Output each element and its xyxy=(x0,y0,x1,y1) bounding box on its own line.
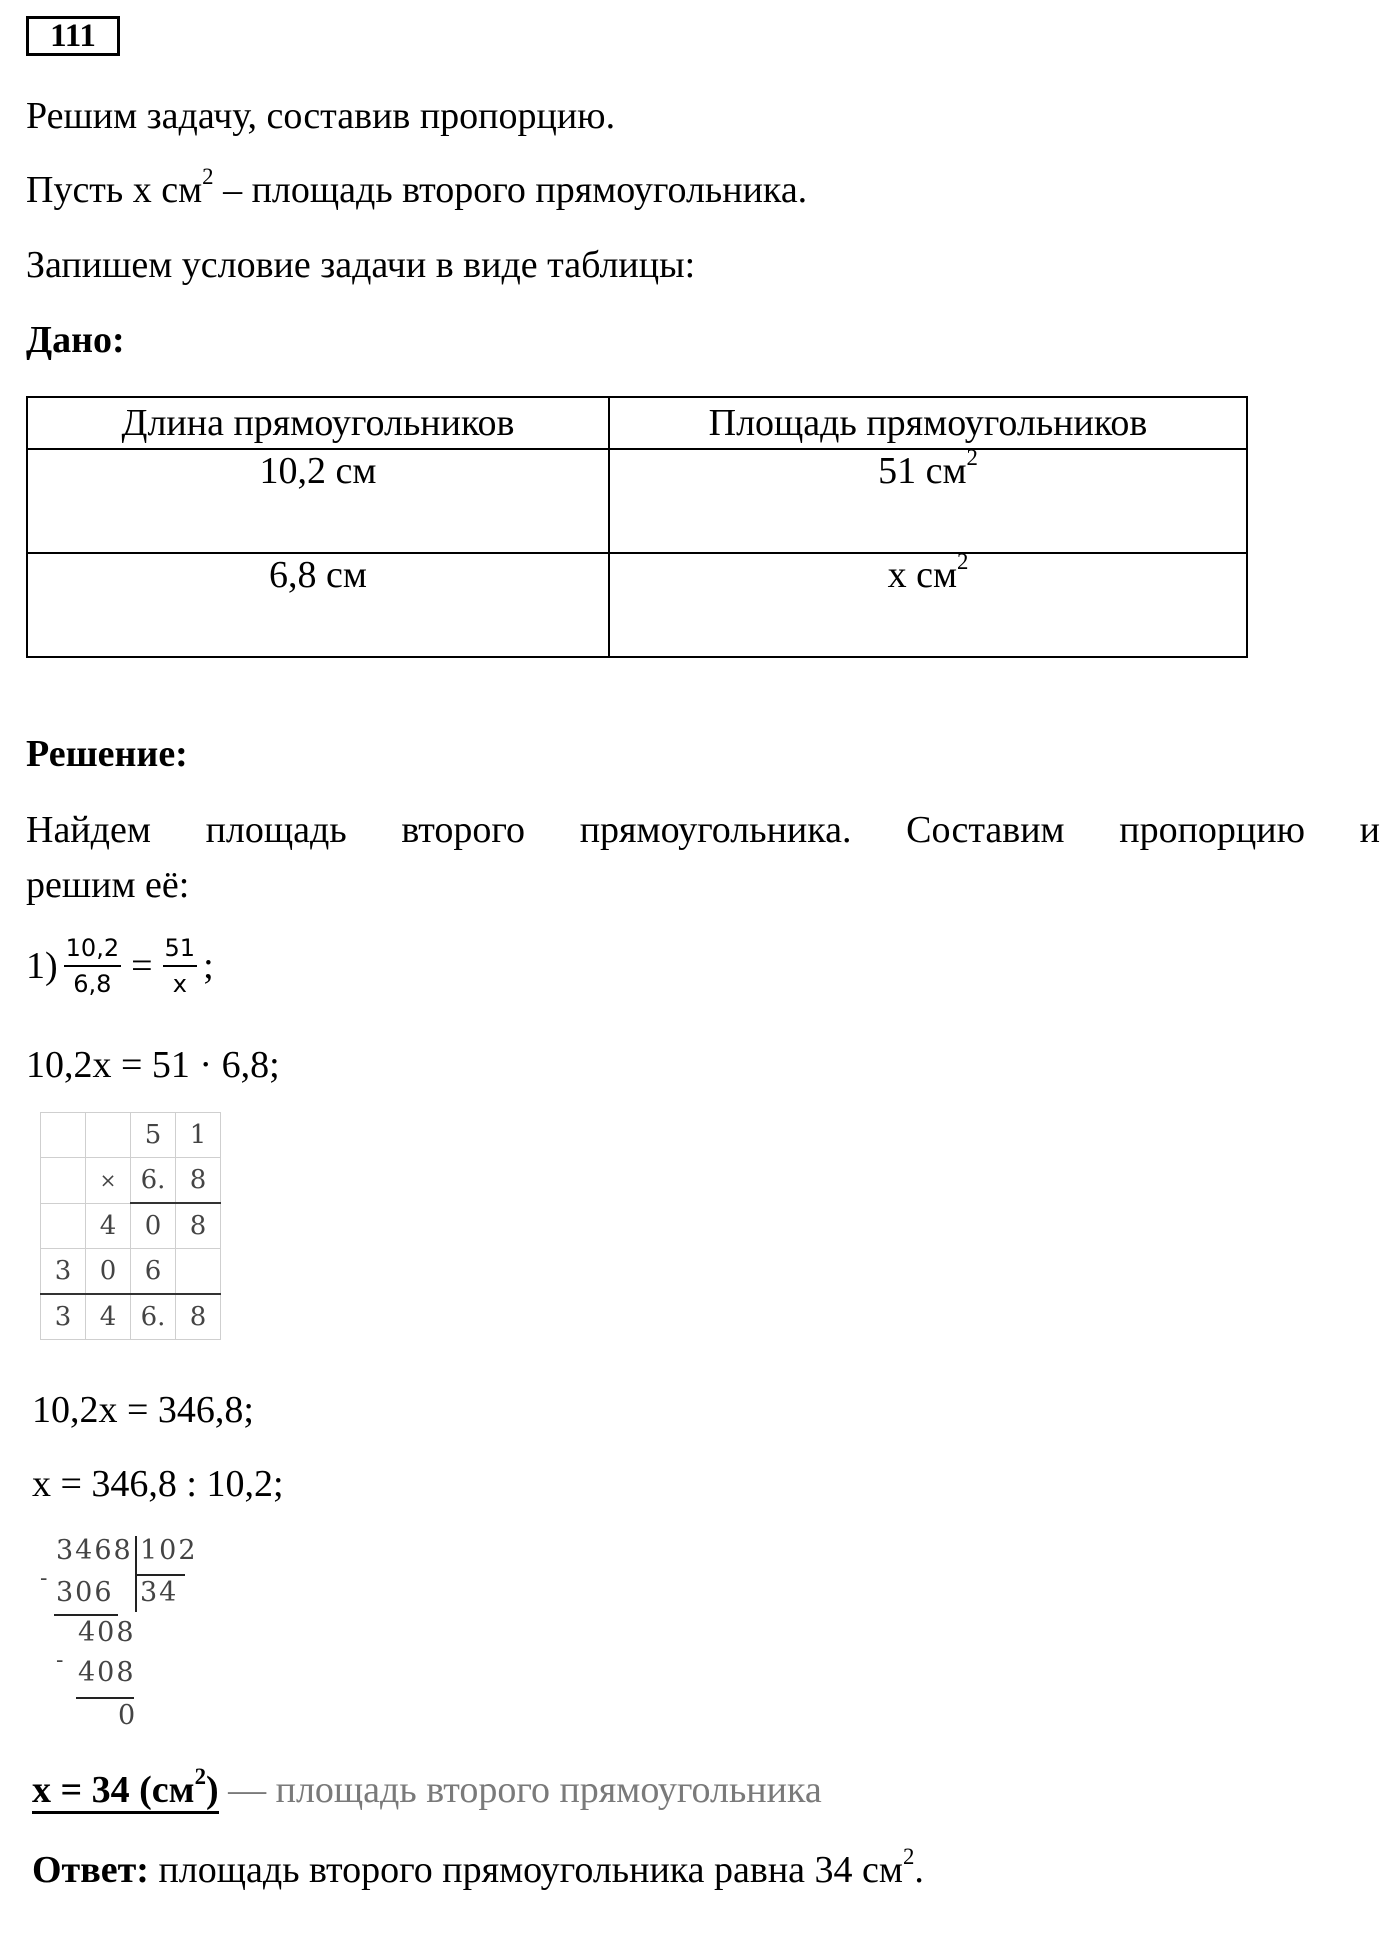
table-row xyxy=(27,553,1247,657)
quotient: 34 xyxy=(140,1577,179,1608)
intro-line-2: Пусть х $см^2$ – площадь второго прямоугольника. xyxy=(26,163,808,211)
mult-cell xyxy=(41,1158,86,1204)
word: Найдем xyxy=(26,809,151,851)
result-value: х = 34 $(см^2)$ xyxy=(32,1769,219,1814)
task-number-box: 111 xyxy=(26,16,120,56)
subtraction-line-2 xyxy=(76,1697,134,1699)
fraction-right xyxy=(163,935,198,997)
mult-cell xyxy=(41,1113,86,1158)
multiply-sign: × xyxy=(86,1158,131,1204)
subtrahend-2: 408 xyxy=(78,1657,136,1688)
result-note: — площадь второго прямоугольника xyxy=(218,1769,822,1811)
answer-label: Ответ: xyxy=(32,1849,149,1891)
cell-area: х $см^2$ xyxy=(609,553,1247,657)
given-label: Дано: xyxy=(26,319,125,361)
mult-cell: 6. xyxy=(131,1158,176,1204)
proportion-prefix: 1) xyxy=(26,945,58,987)
result-line xyxy=(32,1763,822,1812)
given-table xyxy=(26,396,1248,658)
fraction-left-numerator: 10,2 xyxy=(64,935,121,967)
word: Составим xyxy=(906,809,1065,851)
proportion-suffix: ; xyxy=(203,945,214,987)
mult-cell: 1 xyxy=(176,1113,221,1158)
mult-cell: 5 xyxy=(131,1113,176,1158)
multiplication-column xyxy=(40,1112,221,1340)
intro-line-1: Решим задачу, составив пропорцию. xyxy=(26,95,616,137)
solution-text-line-1 xyxy=(26,808,1380,852)
mult-cell: 4 xyxy=(86,1203,131,1249)
mult-cell: 6. xyxy=(131,1294,176,1340)
intro-line-3: Запишем условие задачи в виде таблицы: xyxy=(26,244,696,286)
final-remainder: 0 xyxy=(118,1700,138,1731)
subtrahend-1: 306 xyxy=(56,1577,114,1608)
mult-cell: 8 xyxy=(176,1203,221,1249)
header-area: Площадь прямоугольников xyxy=(609,397,1247,449)
cell-length: 6,8 см xyxy=(27,553,609,657)
minus-sign: - xyxy=(56,1648,66,1673)
subtraction-line-1 xyxy=(54,1614,118,1616)
divisor: 102 xyxy=(140,1535,198,1566)
mult-cell xyxy=(86,1113,131,1158)
word: пропорцию xyxy=(1119,809,1305,851)
header-length: Длина прямоугольников xyxy=(27,397,609,449)
equals-sign: = xyxy=(131,945,153,987)
word: площадь xyxy=(205,809,347,851)
proportion xyxy=(26,935,214,997)
mult-cell: 0 xyxy=(86,1249,131,1295)
remainder-1: 408 xyxy=(78,1617,136,1648)
cell-area: 51 $см^2$ xyxy=(609,449,1247,553)
mult-cell xyxy=(176,1249,221,1295)
word: прямоугольника. xyxy=(579,809,852,851)
mult-cell: 8 xyxy=(176,1158,221,1204)
equation-2: 10,2х = 346,8; xyxy=(32,1389,254,1431)
answer-text: площадь второго прямоугольника равна 34 см xyxy=(148,1849,903,1891)
dividend: 3468 xyxy=(56,1535,133,1566)
answer-line: Ответ: площадь второго прямоугольника равна 34 $см^2$. xyxy=(32,1843,924,1891)
table-row xyxy=(27,449,1247,553)
mult-cell xyxy=(41,1203,86,1249)
solution-label: Решение: xyxy=(26,733,188,775)
fraction-right-numerator: 51 xyxy=(163,935,198,967)
minus-sign: - xyxy=(40,1566,50,1591)
cell-length: 10,2 см xyxy=(27,449,609,553)
equation-1: 10,2х = 51 · 6,8; xyxy=(26,1044,280,1086)
mult-cell: 3 xyxy=(41,1249,86,1295)
equation-3: х = 346,8 : 10,2; xyxy=(32,1463,284,1505)
fraction-left-denominator: 6,8 xyxy=(73,970,112,998)
mult-cell: 8 xyxy=(176,1294,221,1340)
quotient-line xyxy=(137,1574,185,1576)
mult-cell: 4 xyxy=(86,1294,131,1340)
fraction-right-denominator: x xyxy=(172,970,187,998)
word: второго xyxy=(401,809,526,851)
solution-text-line-2: решим её: xyxy=(26,864,190,906)
mult-cell: 0 xyxy=(131,1203,176,1249)
word: и xyxy=(1359,809,1380,851)
mult-cell: 3 xyxy=(41,1294,86,1340)
mult-cell: 6 xyxy=(131,1249,176,1295)
fraction-left xyxy=(64,935,121,997)
